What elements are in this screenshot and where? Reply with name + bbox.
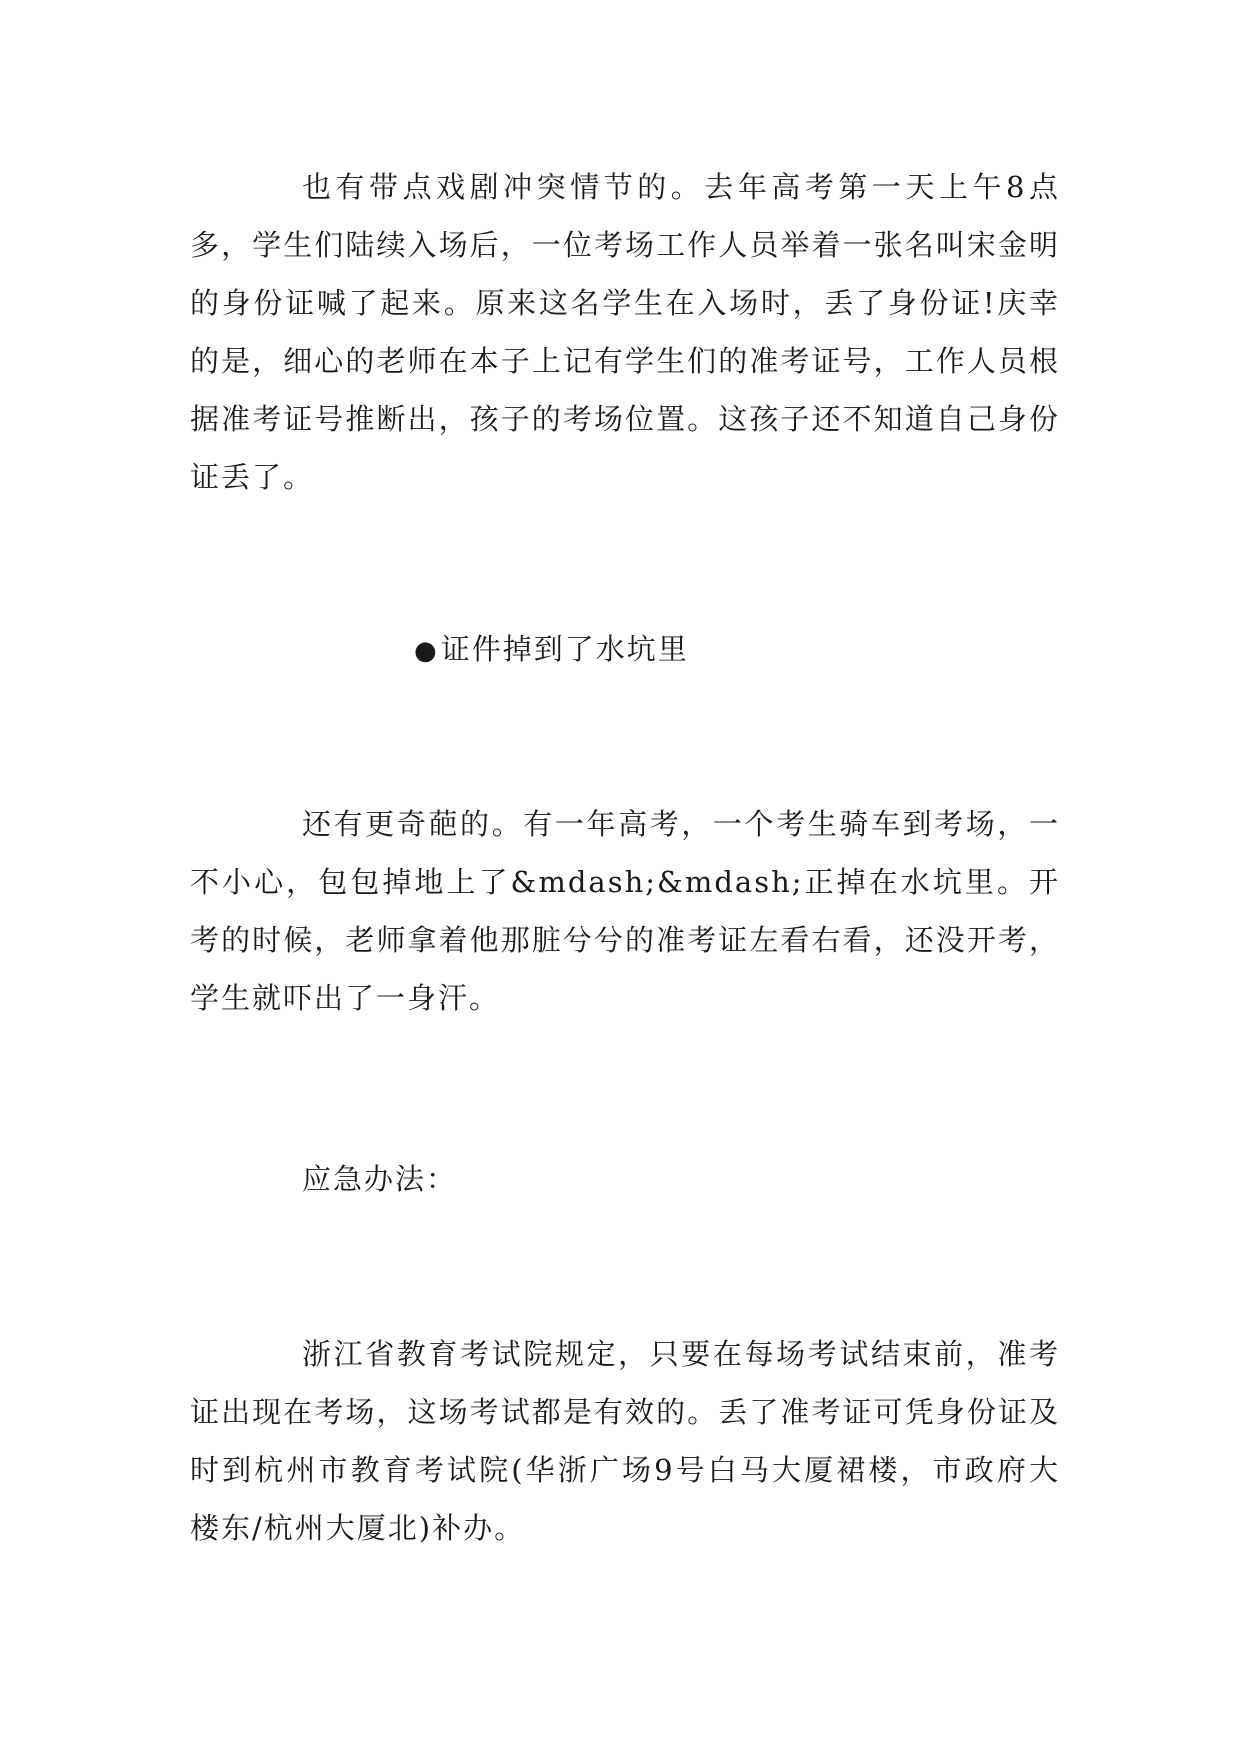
section-heading-puddle [190,620,1060,680]
section-heading-text: 应急办法： [302,1162,458,1196]
paragraph-puddle-story [190,795,1060,1027]
section-heading [190,620,1060,680]
paragraph-id-card-story [190,158,1060,506]
section-heading-emergency [190,1150,1060,1208]
paragraph-text: 还有更奇葩的。有一年高考，一个考生骑车到考场，一不小心，包包掉地上了&mdash;&mdash;正掉在水坑里。开考的时候，老师拿着他那脏兮兮的准考证左看右看，还没开考，学生就吓出了一身汗。 [190,807,1060,1015]
bullet-icon: ● [414,636,439,666]
paragraph-text: 也有带点戏剧冲突情节的。去年高考第一天上午8点多，学生们陆续入场后，一位考场工作人员举着一张名叫宋金明的身份证喊了起来。原来这名学生在入场时，丢了身份证!庆幸的是，细心的老师在本子上记有学生们的准考证号，工作人员根据准考证号推断出，孩子的考场位置。这孩子还不知道自己身份证丢了。 [190,170,1060,494]
paragraph-text: 浙江省教育考试院规定，只要在每场考试结束前，准考证出现在考场，这场考试都是有效的。丢了准考证可凭身份证及时到杭州市教育考试院(华浙广场9号白马大厦裙楼，市政府大楼东/杭州大厦北)补办。 [190,1337,1060,1545]
paragraph-emergency-rules [190,1325,1060,1557]
section-heading-text: 证件掉到了水坑里 [440,632,689,666]
